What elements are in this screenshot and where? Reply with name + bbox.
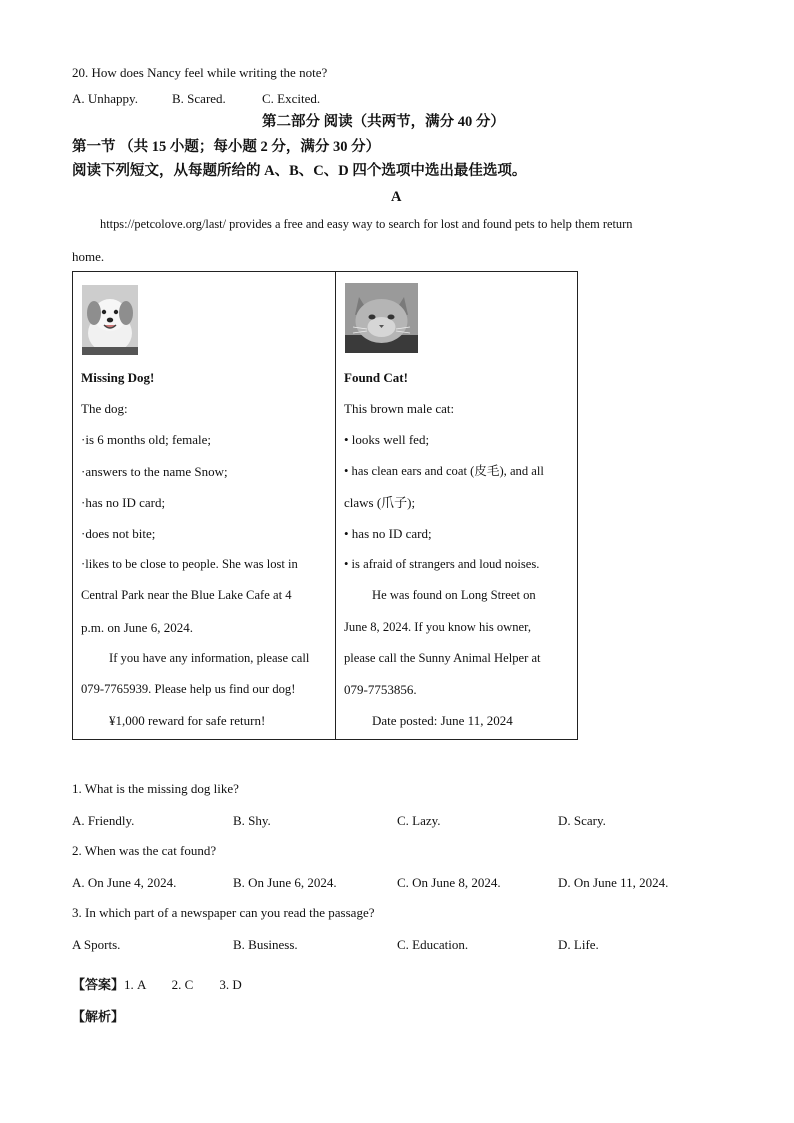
dog-line: ·has no ID card; (81, 495, 166, 510)
dog-line: Central Park near the Blue Lake Cafe at 4 (81, 588, 292, 602)
dog-line: 079-7765939. Please help us find our dog! (81, 682, 296, 696)
question-2-option-c: C. On June 8, 2024. (397, 875, 501, 890)
cat-line: • looks well fed; (344, 432, 430, 447)
question-3-option-b: B. Business. (233, 937, 298, 952)
cat-notice (336, 272, 578, 739)
q20-options (72, 91, 732, 107)
dog-line: p.m. on June 6, 2024. (81, 620, 193, 635)
question-3-option-a: A Sports. (72, 937, 121, 952)
dog-line: ·likes to be close to people. She was lost in (81, 557, 298, 571)
cat-line: He was found on Long Street on (372, 588, 536, 602)
question-3-option-c: C. Education. (397, 937, 469, 952)
passage-label: A (391, 189, 402, 205)
question-2-option-b: B. On June 6, 2024. (233, 875, 337, 890)
question-1-option-d: D. Scary. (558, 813, 606, 828)
cat-line: please call the Sunny Animal Helper at (344, 651, 541, 665)
q20-option-b: B. Scared. (172, 91, 226, 106)
question-2-stem: 2. When was the cat found? (72, 843, 217, 858)
cat-photo (345, 283, 418, 353)
part2-title: 第二部分 阅读（共两节，满分 40 分） (262, 114, 505, 130)
dog-notice (73, 272, 335, 739)
cat-line: • is afraid of strangers and loud noises. (344, 557, 540, 571)
q20-option-c: C. Excited. (262, 91, 321, 106)
question-1-option-a: A. Friendly. (72, 813, 135, 828)
puppy-photo (82, 285, 138, 355)
q20-option-a: A. Unhappy. (72, 91, 138, 106)
question-1-option-b: B. Shy. (233, 813, 271, 828)
question-2-option-a: A. On June 4, 2024. (72, 875, 177, 890)
cat-heading: Found Cat! (344, 370, 408, 385)
answer-line (72, 978, 242, 991)
dog-line: ·is 6 months old; female; (81, 432, 211, 447)
dog-heading: Missing Dog! (81, 370, 155, 385)
dog-line: The dog: (81, 401, 128, 416)
dog-line: ¥1,000 reward for safe return! (109, 713, 266, 728)
cat-line: 079-7753856. (344, 682, 417, 697)
question-1-options (72, 813, 732, 829)
answer-label: 【答案】 (72, 977, 125, 992)
instruction: 阅读下列短文，从每题所给的 A、B、C、D 四个选项中选出最佳选项。 (72, 163, 527, 179)
cat-line: claws (爪子); (344, 495, 416, 510)
cat-line: This brown male cat: (344, 401, 455, 416)
question-1-option-c: C. Lazy. (397, 813, 441, 828)
question-3-stem: 3. In which part of a newspaper can you read the passage? (72, 905, 375, 920)
dog-line: ·answers to the name Snow; (81, 464, 228, 479)
q20-question: 20. How does Nancy feel while writing the note? (72, 65, 328, 80)
question-3-options (72, 937, 732, 953)
dog-line: ·does not bite; (81, 526, 156, 541)
intro-line-1: https://petcolove.org/last/ provides a free and easy way to search for lost and found pets to help them return (100, 217, 633, 231)
cat-line: • has no ID card; (344, 526, 432, 541)
notice-table (72, 271, 578, 740)
cat-line: • has clean ears and coat (皮毛), and all (344, 464, 544, 478)
intro-line-2: home. (72, 249, 105, 264)
question-2-options (72, 875, 732, 891)
cat-line: Date posted: June 11, 2024 (372, 713, 513, 728)
cat-line: June 8, 2024. If you know his owner, (344, 620, 531, 634)
analysis-line (72, 1010, 124, 1023)
dog-line: If you have any information, please call (109, 651, 310, 665)
question-3-option-d: D. Life. (558, 937, 599, 952)
question-1-stem: 1. What is the missing dog like? (72, 781, 239, 796)
section1-title: 第一节 （共 15 小题；每小题 2 分，满分 30 分） (72, 139, 381, 155)
answer-values: 1. A 2. C 3. D (124, 977, 242, 992)
analysis-label: 【解析】 (72, 1009, 125, 1024)
question-2-option-d: D. On June 11, 2024. (558, 875, 669, 890)
